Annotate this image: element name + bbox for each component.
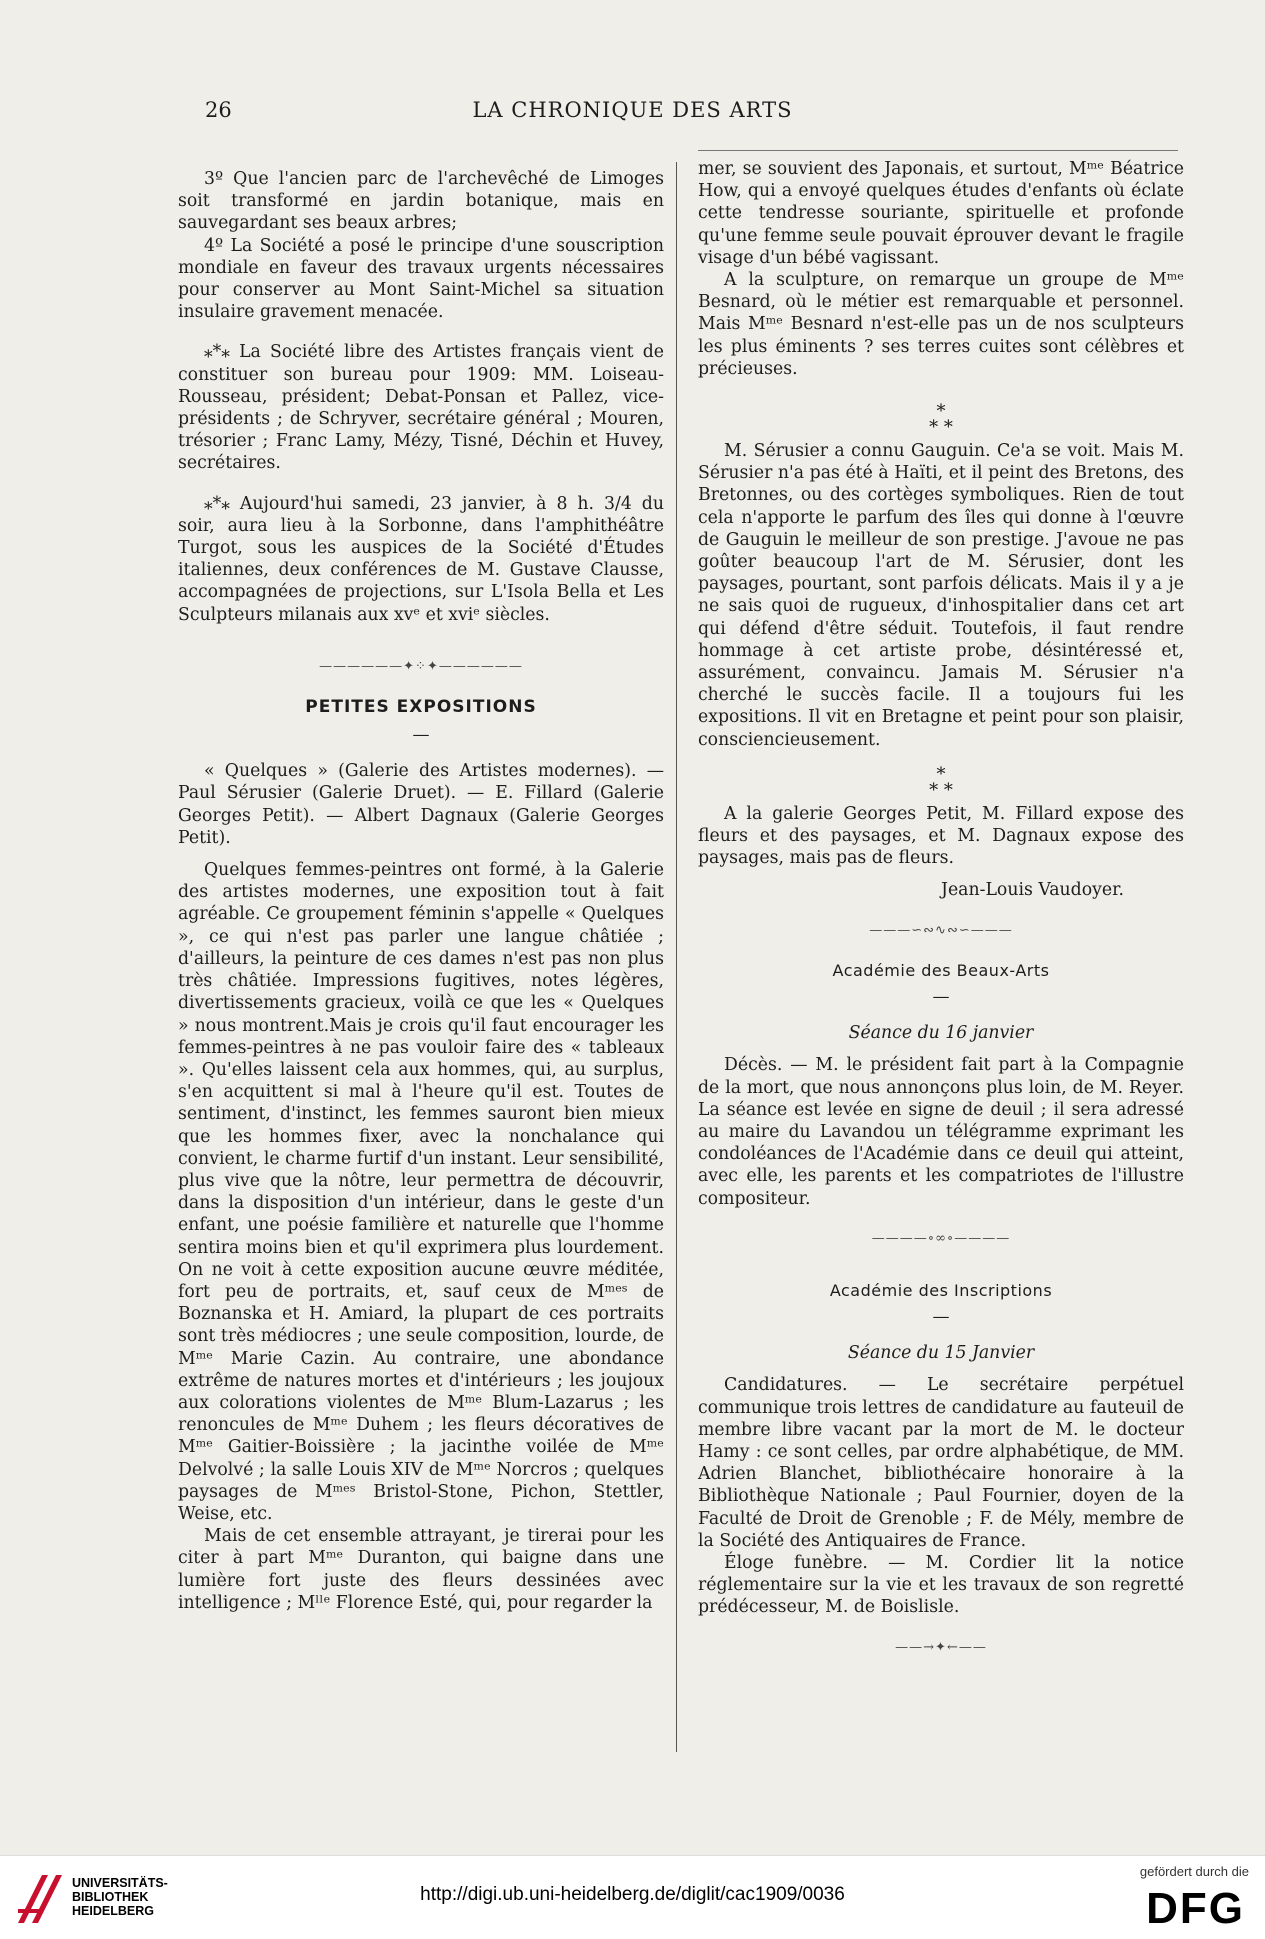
page-number: 26 <box>205 98 232 122</box>
paragraph: 4º La Société a posé le principe d'une souscription mondiale en faveur des travaux urgents nécessaires pour conserver au Mont Saint-Michel sa situation insulaire gravement menacée. <box>178 235 664 323</box>
library-name: UNIVERSITÄTS- BIBLIOTHEK HEIDELBERG <box>72 1876 168 1918</box>
ornament-divider: ————∘∞∘———— <box>871 1230 1011 1246</box>
session-date: Séance du 16 janvier <box>848 1023 1034 1044</box>
paragraph: Candidatures. — Le secrétaire perpétuel communique trois lettres de candidature au fauteuil de membre libre vacant par la mort de M. le docteur Hamy : ce sont celles, par ordre alphabétique, de MM. Adrien Blanchet, bibliothécaire honoraire à la Bibliothèque Nationale ; Paul Fournier, doyen de la Faculté de Droit de Grenoble ; F. de Mély, membre de la Société des Antiquaires de France. <box>698 1375 1184 1551</box>
paragraph: ⁎*⁎ Aujourd'hui samedi, 23 janvier, à 8 h. 3/4 du soir, aura lieu à la Sorbonne, dans l'amphithéâtre Turgot, sous les auspices de la Société d'Études italiennes, deux conférences de M. Gustave Clausse, accompagnées de projections, sur L'Isola Bella et Les Sculpteurs milanais aux xvᵉ et xviᵉ siècles. <box>178 493 664 625</box>
section-title: Académie des Beaux-Arts <box>832 960 1050 980</box>
ornament-divider: ——→✦←—— <box>895 1639 987 1655</box>
dfg-logo: DFG <box>1146 1884 1245 1933</box>
ornament-divider: ——————✦⁘✦—————— <box>319 658 523 674</box>
paragraph: mer, se souvient des Japonais, et surtout, Mᵐᵉ Béatrice How, qui a envoyé quelques études d'enfants où éclate cette tendresse souriante, spirituelle et profonde qu'une femme seule pouvait éprouver devant le fragile visage d'un bébé vagissant. <box>698 159 1184 268</box>
ornament-divider: ———∽∾∿∾∽——— <box>869 922 1013 938</box>
session-date: Séance du 15 Janvier <box>847 1343 1035 1364</box>
paragraph: 3º Que l'ancien parc de l'archevêché de Limoges soit transformé en jardin botanique, mais en sauvegardant ses beaux arbres; <box>178 169 664 234</box>
viewer-footer <box>0 1855 1265 1939</box>
exhibition-list: « Quelques » (Galerie des Artistes modernes). — Paul Sérusier (Galerie Druet). — E. Fillard (Galerie Georges Petit). — Albert Dagnaux (Galerie Georges Petit). <box>178 761 664 848</box>
paragraph: M. Sérusier a connu Gauguin. Ce'a se voit. Mais M. Sérusier n'a pas été à Haïti, et il peint des Bretons, des Bretonnes, ou des cortèges symboliques. Rien de tout cela n'apporte le parfum des îles qui donne à l'œuvre de Gauguin le meilleur de son prestige. J'avoue ne pas goûter beaucoup l'art de M. Sérusier, dont les paysages, pourtant, sont parfois délicats. Mais il y a je ne sais quoi de rugueux, d'inhospitalier dans cet art qui défend d'être séduit. Toutefois, il faut rendre hommage à cet artiste probe, désintéressé et, assurément, convaincu. Jamais M. Sérusier n'a cherché le succès facile. Il a toujours fui les expositions. Il vit en Bretagne et peint pour son plaisir, consciencieusement. <box>698 441 1184 750</box>
permalink[interactable]: http://digi.ub.uni-heidelberg.de/diglit/cac1909/0036 <box>420 1884 845 1905</box>
title-dash: — <box>412 725 430 746</box>
running-head <box>0 98 1265 128</box>
left-column <box>178 168 664 1614</box>
section-title: PETITES EXPOSITIONS <box>305 697 537 718</box>
asterism: ⁎ ⁎ ⁎ <box>929 757 953 795</box>
paragraph: Éloge funèbre. — M. Cordier lit la notice réglementaire sur la vie et les travaux de son regretté prédécesseur, M. de Boislisle. <box>698 1552 1184 1618</box>
paragraph: Mais de cet ensemble attrayant, je tirerai pour les citer à part Mᵐᵉ Duranton, qui baigne dans une lumière fort juste des fleurs dessinées avec intelligence ; Mˡˡᵉ Florence Esté, qui, pour regarder la <box>178 1526 664 1613</box>
title-dash: — <box>932 987 950 1008</box>
paragraph: Quelques femmes-peintres ont formé, à la Galerie des artistes modernes, une exposition tout à fait agréable. Ce groupement féminin s'appelle « Quelques », ce qui n'est pas parler une langue châtiée ; d'ailleurs, la peinture de ces dames n'est pas non plus très châtiée. Impressions fugitives, notes légères, divertissements gracieux, voilà ce que les « Quelques » nous montrent.Mais je crois qu'il faut encourager les femmes-peintres à ne pas vouloir faire des « tableaux ». Qu'elles laissent cela aux hommes, qui, au surplus, s'en acquittent si mal à l'heure qu'il est. Toutes de sentiment, d'instinct, les femmes sauront bien mieux que les hommes fixer, avec la nonchalance qui convient, le charme furtif d'un instant. Leur sensibilité, plus vive que la nôtre, leur permettra de découvrir, dans la disposition d'un intérieur, dans le geste d'un enfant, une poésie familière et naturelle que l'homme sentira moins bien et qu'il exprimera plus lourdement. On ne voit à cette exposition aucune œuvre méditée, fort peu de portraits, et, sauf ceux de Mᵐᵉˢ de Boznanska et H. Amiard, la plupart de ces portraits sont très médiocres ; une seule composition, lourde, de Mᵐᵉ Marie Cazin. Au contraire, une abondance extrême de natures mortes et d'intérieurs ; les joujoux aux colorations violentes de Mᵐᵉ Blum-Lazarus ; les renoncules de Mᵐᵉ Duhem ; les fleurs décoratives de Mᵐᵉ Gaitier-Boissière ; la jacinthe voilée de Mᵐᵉ Delvolvé ; la salle Louis XIV de Mᵐᵉ Norcros ; quelques paysages de Mᵐᵉˢ Bristol-Stone, Pichon, Stettler, Weise, etc. <box>178 860 664 1524</box>
paragraph: A la galerie Georges Petit, M. Fillard expose des fleurs et des paysages, et M. Dagnaux expose des paysages, mais pas de fleurs. <box>698 803 1184 869</box>
column-divider <box>676 162 677 1752</box>
paragraph: A la sculpture, on remarque un groupe de Mᵐᵉ Besnard, où le métier est remarquable et personnel. Mais Mᵐᵉ Besnard n'est-elle pas un de nos sculpteurs les plus éminents ? ses terres cuites sont célèbres et précieuses. <box>698 270 1184 379</box>
paragraph: Décès. — M. le président fait part à la Compagnie de la mort, que nous annonçons plus loin, de M. Reyer. La séance est levée en signe de deuil ; il sera adressé au maire du Lavandou un télégramme exprimant les condoléances de l'Académie dans ce deuil qui atteint, avec elle, les parents et les compatriotes de l'illustre compositeur. <box>698 1055 1184 1209</box>
asterism: ⁎ ⁎ ⁎ <box>929 395 953 433</box>
funded-by: gefördert durch die <box>1139 1864 1249 1879</box>
section-title: Académie des Inscriptions <box>829 1280 1053 1300</box>
title-dash: — <box>932 1307 950 1328</box>
author-signature: Jean-Louis Vaudoyer. <box>941 880 1124 901</box>
paragraph: ⁎*⁎ La Société libre des Artistes français vient de constituer son bureau pour 1909: MM. Loiseau-Rousseau, président; Debat-Ponsan et Pallez, vice-présidents ; de Schryver, secrétaire général ; Mouren, trésorier ; Franc Lamy, Mézy, Tisné, Déchin et Huvey, secrétaires. <box>178 342 664 474</box>
right-column <box>698 158 1184 1659</box>
top-rule <box>698 150 1178 151</box>
journal-title: LA CHRONIQUE DES ARTS <box>472 98 793 122</box>
